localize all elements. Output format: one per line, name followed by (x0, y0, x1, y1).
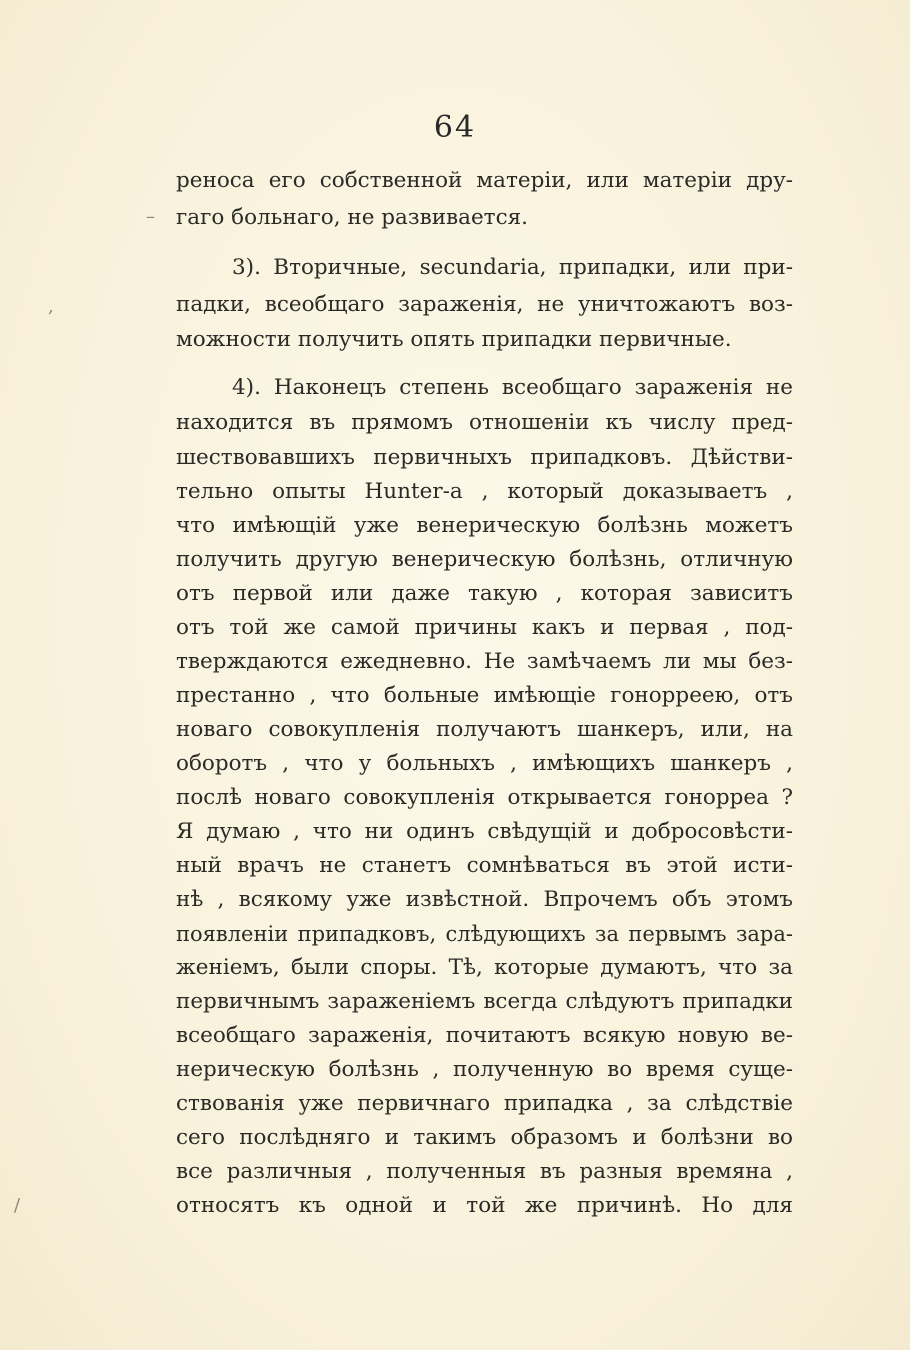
text-line: нѣ , всякому уже извѣстной. Впрочемъ объ этомъ (176, 887, 793, 912)
text-line: новаго совокупленія получаютъ шанкеръ, или, на (176, 717, 793, 742)
text-line: всеобщаго зараженія, почитаютъ всякую новую ве- (176, 1023, 793, 1048)
text-line: появленіи припадковъ, слѣдующихъ за первымъ зара- (176, 922, 793, 946)
text-line: тверждаются ежедневно. Не замѣчаемъ ли мы без- (176, 649, 793, 674)
text-line: нерическую болѣзнь , полученную во время суще- (176, 1057, 793, 1082)
text-line: отъ той же самой причины какъ и первая , под- (176, 615, 793, 640)
text-line: гаго больнаго, не развивается. (176, 205, 529, 230)
text-line: тельно опыты Hunter-а , который доказываетъ , (176, 479, 793, 504)
paper-mark: , (48, 296, 54, 317)
text-line: что имѣющій уже венерическую болѣзнь можетъ (176, 513, 793, 538)
text-line: относятъ къ одной и той же причинѣ. Но для (176, 1193, 793, 1218)
text-line: отъ первой или даже такую , которая зависитъ (176, 581, 793, 606)
paper-mark: / (14, 1195, 21, 1216)
text-line: ный врачъ не станетъ сомнѣваться въ этой исти- (176, 853, 793, 878)
text-line: все различныя , полученныя въ разныя времяна , (176, 1159, 793, 1184)
text-line: первичнымъ зараженіемъ всегда слѣдуютъ припадки (176, 989, 793, 1014)
text-line: находится въ прямомъ отношеніи къ числу пред- (176, 410, 793, 435)
text-line: 3). Вторичные, secundaria, припадки, или при- (232, 255, 793, 280)
text-line: Я думаю , что ни одинъ свѣдущій и добросовѣсти- (176, 819, 793, 844)
text-line: 4). Наконецъ степень всеобщаго зараженія не (232, 375, 793, 400)
text-line: сего послѣдняго и такимъ образомъ и болѣзни во (176, 1125, 793, 1150)
text-line: шествовавшихъ первичныхъ припадковъ. Дѣйстви- (176, 445, 793, 470)
text-line: получить другую венерическую болѣзнь, отличную (176, 547, 793, 572)
text-line: послѣ новаго совокупленія открывается гонорреа ? (176, 785, 793, 810)
paper-mark: – (146, 206, 155, 227)
text-line: женіемъ, были споры. Тѣ, которые думаютъ, что за (176, 955, 793, 980)
text-line: падки, всеобщаго зараженія, не уничтожаютъ воз- (176, 292, 793, 317)
text-line: оборотъ , что у больныхъ , имѣющихъ шанкеръ , (176, 751, 793, 776)
text-line: ствованія уже первичнаго припадка , за слѣдствіе (176, 1091, 793, 1116)
text-line: реноса его собственной матеріи, или матеріи дру- (176, 168, 793, 193)
text-line: престанно , что больные имѣющіе гонорреею, отъ (176, 683, 793, 708)
page-number: 64 (433, 110, 477, 145)
text-line: можности получить опять припадки первичные. (176, 327, 732, 352)
